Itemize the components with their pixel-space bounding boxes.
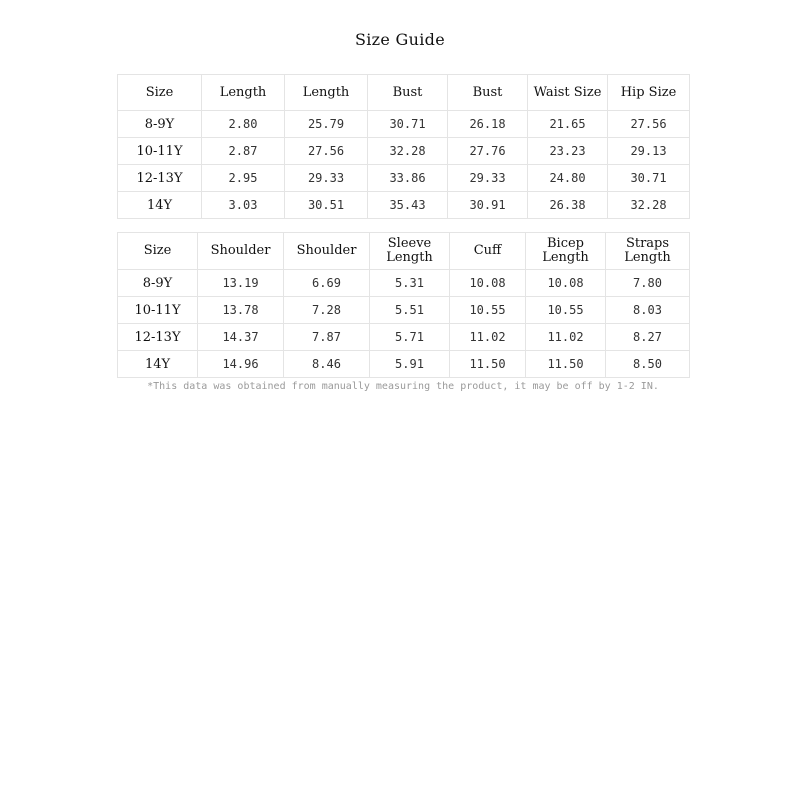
table-cell: 29.33 xyxy=(448,165,528,192)
table-cell: 21.65 xyxy=(528,111,608,138)
column-header: Size xyxy=(118,75,202,111)
table-row xyxy=(118,351,690,378)
table-cell: 27.56 xyxy=(285,138,368,165)
table-cell: 10.08 xyxy=(526,270,606,297)
column-header: Cuff xyxy=(450,233,526,270)
table-cell: 7.87 xyxy=(284,324,370,351)
table-row xyxy=(118,297,690,324)
table-cell: 10.08 xyxy=(450,270,526,297)
table-cell: 8.27 xyxy=(606,324,690,351)
table-cell: 7.80 xyxy=(606,270,690,297)
table-row xyxy=(118,324,690,351)
column-header: Bicep Length xyxy=(526,233,606,270)
table-cell: 11.50 xyxy=(450,351,526,378)
table-cell: 5.91 xyxy=(370,351,450,378)
table-cell: 33.86 xyxy=(368,165,448,192)
table-row xyxy=(118,138,690,165)
table-cell: 2.80 xyxy=(202,111,285,138)
table-cell: 7.28 xyxy=(284,297,370,324)
table-cell: 26.38 xyxy=(528,192,608,219)
table-row xyxy=(118,111,690,138)
size-table-arm-measurements xyxy=(117,232,690,378)
table-cell: 8.03 xyxy=(606,297,690,324)
measurement-disclaimer: *This data was obtained from manually measuring the product, it may be off by 1-2 IN. xyxy=(147,381,659,392)
column-header: Waist Size xyxy=(528,75,608,111)
table-cell: 29.33 xyxy=(285,165,368,192)
table-cell: 10.55 xyxy=(526,297,606,324)
table-cell: 27.76 xyxy=(448,138,528,165)
table-cell: 26.18 xyxy=(448,111,528,138)
table-cell: 30.71 xyxy=(368,111,448,138)
size-cell: 10-11Y xyxy=(118,297,198,324)
table-cell: 30.71 xyxy=(608,165,690,192)
size-cell: 12-13Y xyxy=(118,165,202,192)
table-cell: 30.51 xyxy=(285,192,368,219)
column-header: Length xyxy=(202,75,285,111)
table-cell: 11.50 xyxy=(526,351,606,378)
table-cell: 11.02 xyxy=(526,324,606,351)
table-cell: 6.69 xyxy=(284,270,370,297)
table-row xyxy=(118,165,690,192)
column-header: Bust xyxy=(448,75,528,111)
size-table-body-measurements xyxy=(117,74,690,219)
table-cell: 27.56 xyxy=(608,111,690,138)
table-cell: 8.50 xyxy=(606,351,690,378)
table-header-row xyxy=(118,233,690,270)
table-cell: 29.13 xyxy=(608,138,690,165)
table-cell: 2.87 xyxy=(202,138,285,165)
table-cell: 14.37 xyxy=(198,324,284,351)
column-header: Bust xyxy=(368,75,448,111)
table-cell: 13.78 xyxy=(198,297,284,324)
table-cell: 5.51 xyxy=(370,297,450,324)
size-cell: 14Y xyxy=(118,351,198,378)
table-cell: 2.95 xyxy=(202,165,285,192)
table-cell: 5.31 xyxy=(370,270,450,297)
table-cell: 35.43 xyxy=(368,192,448,219)
size-cell: 14Y xyxy=(118,192,202,219)
column-header: Shoulder xyxy=(198,233,284,270)
table-row xyxy=(118,192,690,219)
table-cell: 13.19 xyxy=(198,270,284,297)
table-cell: 8.46 xyxy=(284,351,370,378)
column-header: Straps Length xyxy=(606,233,690,270)
table-cell: 14.96 xyxy=(198,351,284,378)
column-header: Sleeve Length xyxy=(370,233,450,270)
table-cell: 11.02 xyxy=(450,324,526,351)
column-header: Shoulder xyxy=(284,233,370,270)
column-header: Size xyxy=(118,233,198,270)
page-title: Size Guide xyxy=(355,30,445,49)
column-header: Hip Size xyxy=(608,75,690,111)
size-cell: 8-9Y xyxy=(118,111,202,138)
table-header-row xyxy=(118,75,690,111)
table-cell: 32.28 xyxy=(368,138,448,165)
table-cell: 32.28 xyxy=(608,192,690,219)
size-cell: 8-9Y xyxy=(118,270,198,297)
table-row xyxy=(118,270,690,297)
size-cell: 10-11Y xyxy=(118,138,202,165)
size-cell: 12-13Y xyxy=(118,324,198,351)
table-cell: 30.91 xyxy=(448,192,528,219)
table-cell: 3.03 xyxy=(202,192,285,219)
table-cell: 5.71 xyxy=(370,324,450,351)
column-header: Length xyxy=(285,75,368,111)
table-cell: 25.79 xyxy=(285,111,368,138)
table-cell: 10.55 xyxy=(450,297,526,324)
table-cell: 24.80 xyxy=(528,165,608,192)
table-cell: 23.23 xyxy=(528,138,608,165)
